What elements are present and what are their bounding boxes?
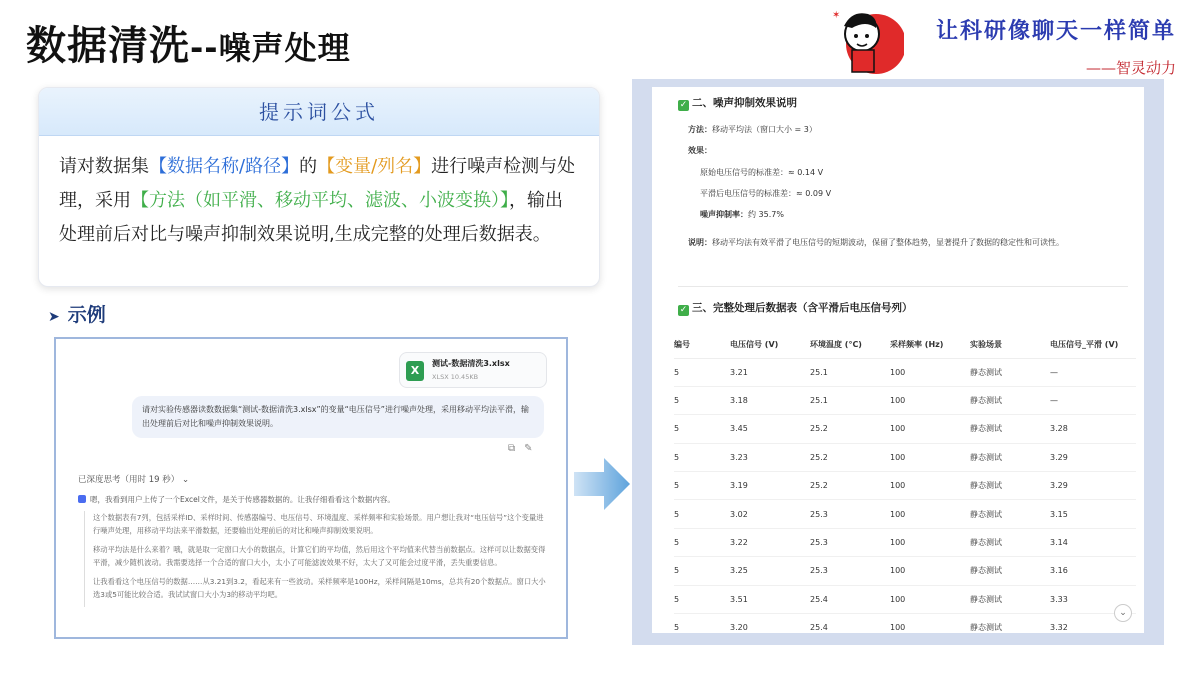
table-cell: 100 bbox=[890, 415, 970, 443]
excel-file-icon: X bbox=[406, 361, 424, 381]
table-cell: 3.16 bbox=[1050, 557, 1136, 585]
table-row bbox=[674, 443, 1136, 471]
table-cell: 100 bbox=[890, 500, 970, 528]
table-cell: 静态测试 bbox=[970, 386, 1050, 414]
table-cell: 25.4 bbox=[810, 585, 890, 613]
table-row bbox=[674, 415, 1136, 443]
table-cell: 3.02 bbox=[730, 500, 810, 528]
prompt-text-3: 进行噪声检测与处理，采用 bbox=[59, 156, 576, 211]
prompt-text-2: 的 bbox=[299, 156, 318, 177]
arrow-right-icon bbox=[574, 458, 630, 510]
table-cell: 3.22 bbox=[730, 528, 810, 556]
scroll-down-button[interactable]: ⌄ bbox=[1114, 604, 1132, 622]
table-cell: 3.29 bbox=[1050, 443, 1136, 471]
title-main: 数据清洗 bbox=[26, 23, 190, 69]
std-before: 原始电压信号的标准差：≈ 0.14 V bbox=[700, 168, 824, 177]
table-cell: 3.14 bbox=[1050, 528, 1136, 556]
title-sub: --噪声处理 bbox=[190, 29, 351, 67]
brand-block bbox=[936, 14, 1176, 78]
table-cell: 3.19 bbox=[730, 472, 810, 500]
think-first-text: 嗯，我看到用户上传了一个Excel文件，是关于传感器数据的。让我仔细看看这个数据内容。 bbox=[90, 495, 395, 504]
table-cell: 100 bbox=[890, 472, 970, 500]
prompt-text-4: ，输出处理前后对比与噪声抑制效果说明,生成完整的处理后数据表。 bbox=[59, 190, 563, 245]
prompt-placeholder-variable: 【变量/列名】 bbox=[317, 156, 432, 177]
chat-screenshot bbox=[54, 337, 568, 639]
file-attachment-card[interactable] bbox=[399, 352, 547, 388]
brand-slogan: 让科研像聊天一样简单 bbox=[935, 18, 1176, 44]
table-cell: 3.33 bbox=[1050, 585, 1136, 613]
prompt-formula-card bbox=[38, 87, 600, 287]
table-cell: 5 bbox=[674, 614, 730, 633]
reduction-label: 噪声抑制率： bbox=[700, 210, 748, 219]
column-header: 编号 bbox=[674, 332, 730, 358]
chevron-down-icon: ⌄ bbox=[181, 475, 190, 485]
table-cell: 3.32 bbox=[1050, 614, 1136, 633]
section2-title bbox=[678, 95, 797, 111]
table-cell: 5 bbox=[674, 358, 730, 386]
copy-icon[interactable]: ⧉ bbox=[508, 443, 525, 454]
table-cell: 25.2 bbox=[810, 443, 890, 471]
table-cell: 5 bbox=[674, 415, 730, 443]
table-cell: 静态测试 bbox=[970, 358, 1050, 386]
table-cell: 静态测试 bbox=[970, 528, 1050, 556]
table-row bbox=[674, 386, 1136, 414]
table-row bbox=[674, 358, 1136, 386]
table-cell: 3.21 bbox=[730, 358, 810, 386]
table-cell: 25.3 bbox=[810, 500, 890, 528]
page-title bbox=[26, 14, 351, 71]
table-row bbox=[674, 557, 1136, 585]
triangle-bullet-icon: ➤ bbox=[48, 309, 60, 325]
table-cell: 3.23 bbox=[730, 443, 810, 471]
brand-signature: ——智灵动力 bbox=[1085, 59, 1176, 77]
table-cell: 3.51 bbox=[730, 585, 810, 613]
table-cell: 3.25 bbox=[730, 557, 810, 585]
example-heading bbox=[48, 300, 106, 327]
table-cell: 静态测试 bbox=[970, 614, 1050, 633]
table-cell: 100 bbox=[890, 585, 970, 613]
result-content bbox=[652, 87, 1144, 633]
table-cell: 5 bbox=[674, 472, 730, 500]
table-cell: 3.15 bbox=[1050, 500, 1136, 528]
edit-icon[interactable]: ✎ bbox=[524, 443, 542, 454]
method-label: 方法： bbox=[688, 125, 712, 134]
table-cell: 25.4 bbox=[810, 614, 890, 633]
table-row bbox=[674, 614, 1136, 633]
prompt-placeholder-method: 【方法（如平滑、移动平均、滤波、小波变换）】 bbox=[131, 190, 509, 211]
table-cell: 3.29 bbox=[1050, 472, 1136, 500]
think-paragraph: 这个数据表有7列，包括采样ID、采样时间、传感器编号、电压信号、环境温度、采样频率和实验场景。用户想让我对“电压信号”这个变量进行噪声处理，用移动平均法来平滑数据，还要输出处理前后的对比和噪声抑制效果说明。 bbox=[93, 513, 544, 535]
method-value: 移动平均法（窗口大小 = 3） bbox=[712, 125, 817, 134]
table-cell: 100 bbox=[890, 614, 970, 633]
check-icon: ✓ bbox=[679, 100, 688, 110]
table-cell: 静态测试 bbox=[970, 472, 1050, 500]
table-cell: 25.1 bbox=[810, 386, 890, 414]
effect-label bbox=[688, 145, 712, 156]
column-header: 电压信号_平滑 (V) bbox=[1050, 332, 1136, 358]
table-row bbox=[674, 585, 1136, 613]
table-cell: 100 bbox=[890, 528, 970, 556]
reduction-line bbox=[700, 209, 784, 220]
table-cell: 静态测试 bbox=[970, 415, 1050, 443]
prompt-text-1: 请对数据集 bbox=[59, 156, 149, 177]
table-cell: 100 bbox=[890, 443, 970, 471]
table-cell: 3.28 bbox=[1050, 415, 1136, 443]
table-cell: 5 bbox=[674, 443, 730, 471]
file-meta: XLSX 10.45KB bbox=[432, 373, 479, 381]
check-icon: ✓ bbox=[679, 305, 688, 315]
think-paragraph: 让我看看这个电压信号的数据……从3.21到3.2，看起来有一些波动。采样频率是100Hz，采样间隔是10ms，总共有20个数据点。窗口大小选3或5可能比较合适。我试试窗口大小为3的移动平均吧。 bbox=[93, 577, 546, 599]
effect-label-text: 效果： bbox=[688, 146, 712, 155]
table-row bbox=[674, 528, 1136, 556]
table-cell: — bbox=[1050, 386, 1136, 414]
prompt-formula-text bbox=[39, 136, 599, 266]
processed-data-table bbox=[674, 332, 1136, 633]
column-header: 采样频率 (Hz) bbox=[890, 332, 970, 358]
table-cell: 25.2 bbox=[810, 415, 890, 443]
think-header-label: 已深度思考（用时 19 秒） bbox=[78, 475, 180, 485]
user-message-bubble: 请对实验传感器读数数据集“测试-数据清洗3.xlsx”的变量“电压信号”进行噪声处理，采用移动平均法平滑，输出处理前后对比和噪声抑制效果说明。 bbox=[132, 396, 544, 438]
table-cell: 3.18 bbox=[730, 386, 810, 414]
prompt-formula-heading: 提示词公式 bbox=[39, 88, 599, 136]
note-line bbox=[688, 235, 1128, 250]
think-paragraph: 移动平均法是什么来着？哦，就是取一定窗口大小的数据点，计算它们的平均值，然后用这个平均值来代替当前数据点。这样可以让数据变得平滑，减少随机波动。我需要选择一个合适的窗口大小，太小了可能滤波效果不好，太大了又可能会过度平滑，丢失重要信息。 bbox=[93, 545, 546, 567]
table-cell: 25.3 bbox=[810, 557, 890, 585]
table-cell: 5 bbox=[674, 557, 730, 585]
column-header: 实验场景 bbox=[970, 332, 1050, 358]
column-header: 电压信号 (V) bbox=[730, 332, 810, 358]
table-cell: 静态测试 bbox=[970, 585, 1050, 613]
std-after: 平滑后电压信号的标准差：≈ 0.09 V bbox=[700, 189, 832, 198]
table-cell: 3.20 bbox=[730, 614, 810, 633]
table-cell: 25.2 bbox=[810, 472, 890, 500]
table-cell: 100 bbox=[890, 358, 970, 386]
example-label: 示例 bbox=[67, 304, 106, 326]
result-panel bbox=[632, 79, 1164, 645]
table-cell: 3.45 bbox=[730, 415, 810, 443]
table-cell: 5 bbox=[674, 386, 730, 414]
note-value: 移动平均法有效平滑了电压信号的短期波动，保留了整体趋势，显著提升了数据的稳定性和可读性。 bbox=[712, 238, 1064, 247]
section-divider bbox=[678, 286, 1128, 287]
table-cell: — bbox=[1050, 358, 1136, 386]
table-cell: 5 bbox=[674, 500, 730, 528]
section3-title-text: 三、完整处理后数据表（含平滑后电压信号列） bbox=[692, 302, 913, 314]
table-cell: 静态测试 bbox=[970, 443, 1050, 471]
table-row bbox=[674, 500, 1136, 528]
assistant-icon bbox=[78, 495, 86, 503]
prompt-placeholder-dataset: 【数据名称/路径】 bbox=[149, 156, 300, 177]
table-cell: 静态测试 bbox=[970, 500, 1050, 528]
table-header-row bbox=[674, 332, 1136, 358]
column-header: 环境温度 (°C) bbox=[810, 332, 890, 358]
section3-title bbox=[678, 300, 913, 316]
table-cell: 静态测试 bbox=[970, 557, 1050, 585]
think-first-line bbox=[78, 494, 548, 505]
table-cell: 5 bbox=[674, 585, 730, 613]
table-row bbox=[674, 472, 1136, 500]
reduction-value: 约 35.7% bbox=[748, 210, 784, 219]
svg-text:✶: ✶ bbox=[832, 10, 841, 21]
think-toggle[interactable] bbox=[78, 473, 189, 485]
table-cell: 5 bbox=[674, 528, 730, 556]
table-cell: 100 bbox=[890, 386, 970, 414]
think-content bbox=[84, 511, 546, 607]
section2-title-text: 二、噪声抑制效果说明 bbox=[692, 97, 797, 109]
table-cell: 25.1 bbox=[810, 358, 890, 386]
mascot-logo-icon bbox=[822, 4, 904, 80]
file-name: 测试-数据清洗3.xlsx bbox=[432, 359, 510, 368]
table-cell: 100 bbox=[890, 557, 970, 585]
table-cell: 25.3 bbox=[810, 528, 890, 556]
message-actions bbox=[508, 443, 542, 454]
note-label: 说明： bbox=[688, 238, 712, 247]
method-line bbox=[688, 124, 817, 135]
